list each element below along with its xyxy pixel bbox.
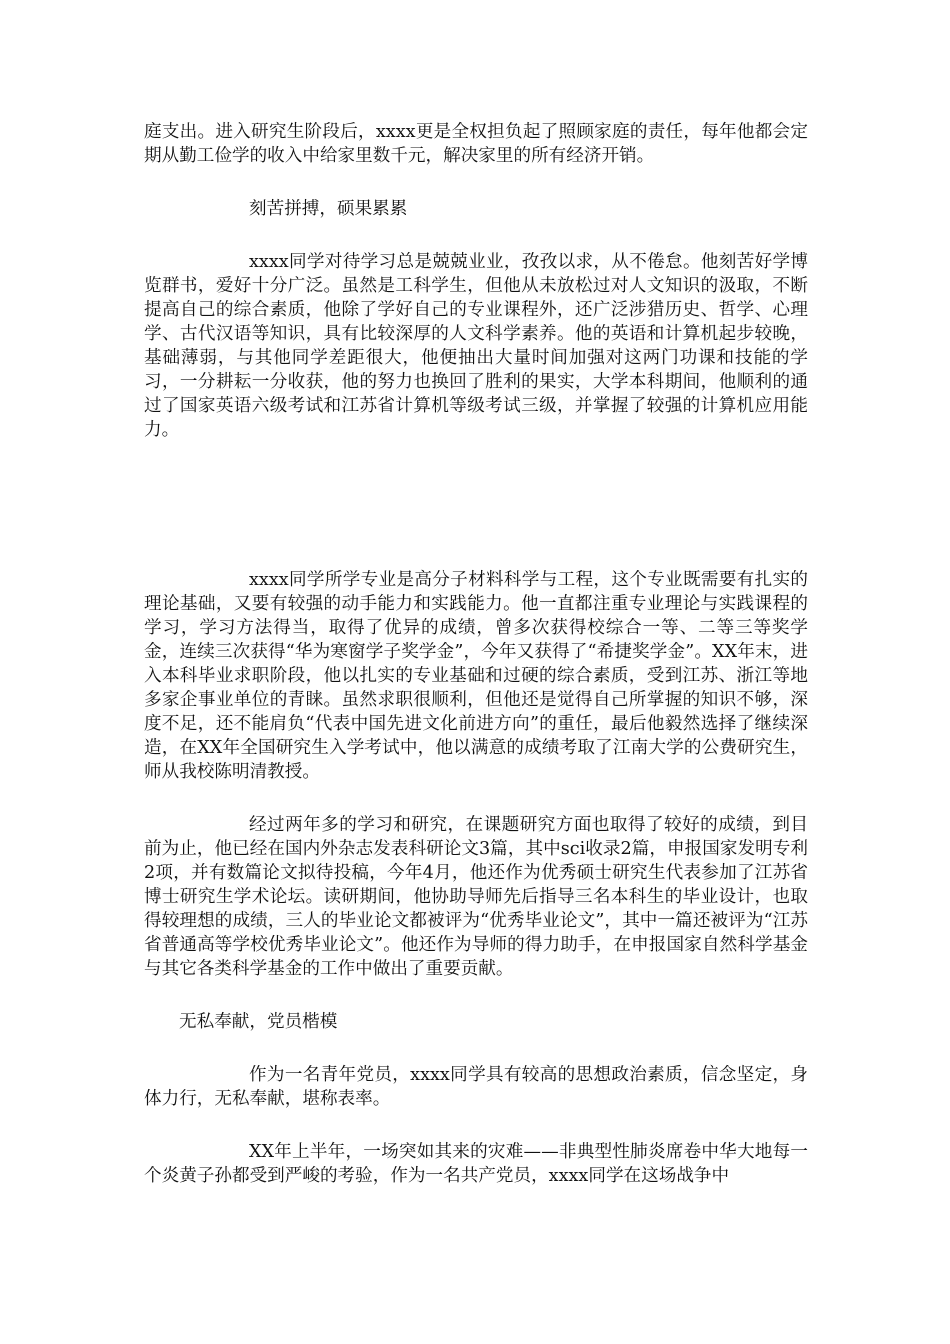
- paragraph-study-diligence: xxxx同学对待学习总是兢兢业业，孜孜以求，从不倦怠。他刻苦好学博览群书，爱好十分广泛。虽然是工科学生，但他从未放松过对人文知识的汲取，不断提高自己的综合素质，他除了学好自己的专业课程外，还广泛涉猎历史、哲学、心理学、古代汉语等知识，具有比较深厚的人文科学素养。他的英语和计算机起步较晚，基础薄弱，与其他同学差距很大，他便抽出大量时间加强对这两门功课和技能的学习，一分耕耘一分收获，他的努力也换回了胜利的果实，大学本科期间，他顺利的通过了国家英语六级考试和江苏省计算机等级考试三级，并掌握了较强的计算机应用能力。: [144, 252, 808, 440]
- paragraph-family-support: 庭支出。进入研究生阶段后，xxxx更是全权担负起了照顾家庭的责任，每年他都会定期从勤工俭学的收入中给家里数千元，解决家里的所有经济开销。: [144, 122, 808, 166]
- paragraph-sars-2003: XX年上半年，一场突如其来的灾难——非典型性肺炎席卷中华大地每一个炎黄子孙都受到严峻的考验，作为一名共产党员，xxxx同学在这场战争中: [144, 1142, 808, 1186]
- section-heading-study: 刻苦拼搏，硕果累累: [249, 199, 408, 219]
- paragraph-research-results: 经过两年多的学习和研究，在课题研究方面也取得了较好的成绩，到目前为止，他已经在国内外杂志发表科研论文3篇，其中sci收录2篇，申报国家发明专利2项，并有数篇论文拟待投稿，今年4月，他还作为优秀硕士研究生代表参加了江苏省博士研究生学术论坛。读研期间，他协助导师先后指导三名本科生的毕业设计，也取得较理想的成绩，三人的毕业论文都被评为“优秀毕业论文”，其中一篇还被评为“江苏省普通高等学校优秀毕业论文”。他还作为导师的得力助手，在申报国家自然科学基金与其它各类科学基金的工作中做出了重要贡献。: [144, 815, 808, 979]
- section-heading-dedication: 无私奉献，党员楷模: [179, 1012, 338, 1032]
- paragraph-major-achievements: xxxx同学所学专业是高分子材料科学与工程，这个专业既需要有扎实的理论基础，又要有较强的动手能力和实践能力。他一直都注重专业理论与实践课程的学习，学习方法得当，取得了优异的成绩，曾多次获得校综合一等、二等三等奖学金，连续三次获得“华为寒窗学子奖学金”，今年又获得了“希捷奖学金”。XX年末，进入本科毕业求职阶段，他以扎实的专业基础和过硬的综合素质，受到江苏、浙江等地多家企事业单位的青睐。虽然求职很顺利，但他还是觉得自己所掌握的知识不够，深度不足，还不能肩负“代表中国先进文化前进方向”的重任，最后他毅然选择了继续深造，在XX年全国研究生入学考试中，他以满意的成绩考取了江南大学的公费研究生，师从我校陈明清教授。: [144, 570, 808, 782]
- document-page: [144, 120, 808, 1188]
- paragraph-party-member: 作为一名青年党员，xxxx同学具有较高的思想政治素质，信念坚定，身体力行，无私奉献，堪称表率。: [144, 1065, 808, 1109]
